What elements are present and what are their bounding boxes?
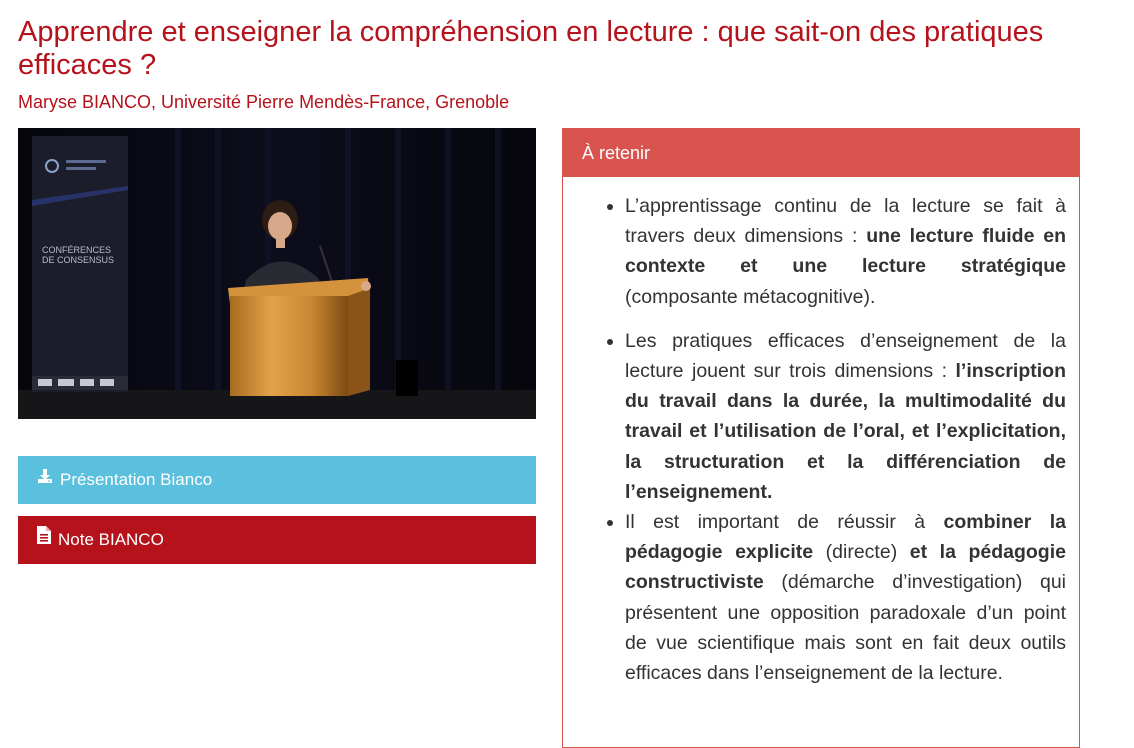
list-item bbox=[625, 507, 1066, 688]
note-button[interactable] bbox=[18, 516, 536, 564]
panel-body bbox=[563, 177, 1079, 688]
bullet-bold-text: l’inscription du travail dans la durée, la multimodalité du travail et l’utilisation de l’oral, et l’explicitation, la structuration et la différenciation de l’enseignement. bbox=[625, 360, 1066, 503]
author-line: Maryse BIANCO, Université Pierre Mendès-France, Grenoble bbox=[18, 92, 510, 112]
video-player[interactable] bbox=[18, 128, 536, 419]
page-title: Apprendre et enseigner la compréhension en lecture : que sait-on des pratiques efficaces ? bbox=[18, 16, 1044, 81]
banner-text-1: CONFÉRENCES bbox=[42, 245, 112, 255]
list-item bbox=[625, 191, 1066, 312]
download-presentation-button[interactable] bbox=[18, 456, 536, 504]
bullet-bold-text: combiner la pédagogie explicite bbox=[625, 511, 1066, 564]
key-points-list bbox=[563, 191, 1066, 688]
bullet-bold-text: et la pédagogie constructiviste bbox=[625, 541, 1066, 594]
panel-heading: À retenir bbox=[563, 129, 1079, 177]
bullet-text: Il est important de réussir à bbox=[625, 511, 944, 534]
download-presentation-label: Présentation Bianco bbox=[60, 470, 213, 489]
video-frame bbox=[18, 128, 536, 419]
banner-text-2: DE CONSENSUS bbox=[42, 255, 115, 265]
bullet-text: (démarche d’investigation) qui présentent une opposition paradoxale d’un point de vue scientifique mais sont en fait deux outils efficaces dans l’enseignement de la lecture. bbox=[625, 571, 1066, 685]
bullet-text: L’apprentissage continu de la lecture se fait à travers deux dimensions : bbox=[625, 195, 1066, 248]
list-item bbox=[625, 326, 1066, 507]
bullet-bold-text: une lecture fluide en contexte et une lecture stratégique bbox=[625, 225, 1066, 278]
bullet-text: (composante métacognitive). bbox=[625, 285, 876, 308]
file-text-icon bbox=[37, 515, 51, 563]
key-points-panel bbox=[562, 128, 1080, 748]
download-icon bbox=[37, 455, 53, 503]
note-label: Note BIANCO bbox=[58, 530, 164, 549]
bullet-text: (directe) bbox=[813, 541, 910, 564]
bullet-text: Les pratiques efficaces d’enseignement de la lecture jouent sur trois dimensions : bbox=[625, 329, 1066, 383]
